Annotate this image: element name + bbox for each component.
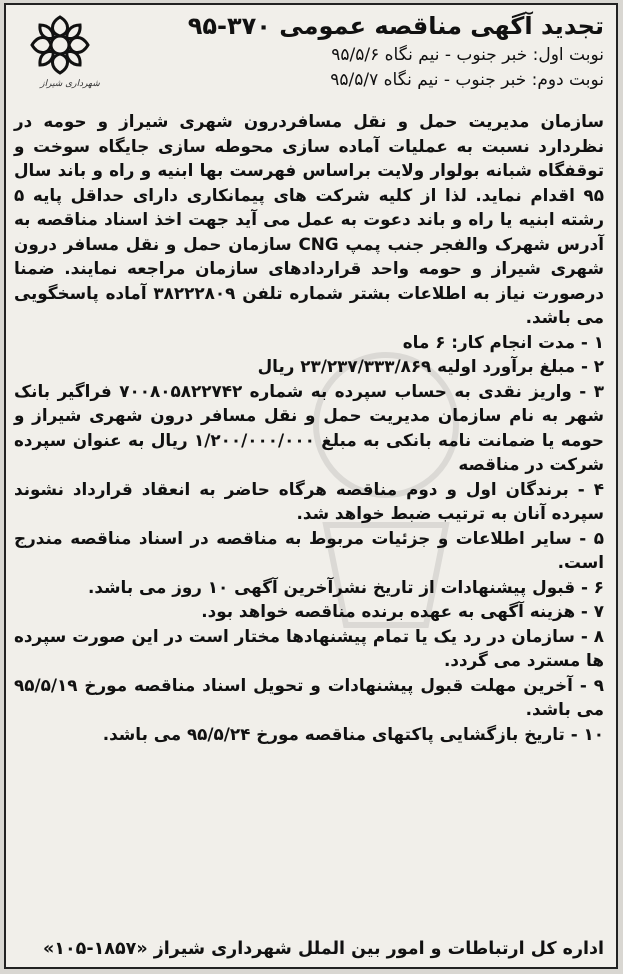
condition-item: ۷ - هزینه آگهی به عهده برنده مناقصه خواهد بود. — [201, 601, 604, 621]
notice-body — [14, 109, 604, 746]
first-publication: نوبت اول: خبر جنوب - نیم نگاه ۹۵/۵/۶ — [331, 45, 604, 65]
condition-item: ۴ - برندگان اول و دوم مناقصه هرگاه حاضر به انعقاد قرارداد نشوند سپرده آنان به ترتیب ضبط خواهد شد. — [14, 478, 604, 523]
condition-item: ۵ - سایر اطلاعات و جزئیات مربوط به مناقصه در اسناد مناقصه مندرج است. — [14, 527, 604, 572]
notice-footer — [14, 935, 604, 963]
condition-item: ۱ - مدت انجام کار: ۶ ماه — [402, 331, 604, 352]
condition-item: ۸ - سازمان در رد یک یا تمام پیشنهادها مختار است در این صورت سپرده ها مسترد می گردد. — [14, 625, 604, 670]
condition-item: ۳ - واریز نقدی به حساب سپرده به شماره ۷۰۰۸۰۵۸۲۲۷۴۲ فراگیر بانک شهر به نام سازمان مدیریت حمل و نقل مسافر درون شهری شیراز و حومه یا ضمانت نامه بانکی به مبلغ ۱/۲۰۰/۰۰۰/۰۰۰ ریال به عنوان سپرده شرکت در مناقصه — [14, 380, 604, 474]
condition-item: ۲ - مبلغ برآورد اولیه ۲۳/۲۳۷/۳۳۳/۸۶۹ ریال — [257, 356, 604, 376]
tender-notice — [4, 3, 618, 969]
conditions-list — [14, 330, 604, 747]
condition-item: ۹ - آخرین مهلت قبول پیشنهادات و تحویل اسناد مناقصه مورخ ۹۵/۵/۱۹ می باشد. — [14, 674, 604, 719]
notice-header — [6, 5, 616, 107]
ad-code: «۱۸۵۷-۱۰۵» — [42, 939, 148, 959]
shiraz-municipality-logo — [16, 13, 104, 95]
notice-title: تجدید آگهی مناقصه عمومی ۳۷۰-۹۵ — [187, 12, 604, 40]
intro-paragraph: سازمان مدیریت حمل و نقل مسافردرون شهری شیراز و حومه در نظردارد نسبت به عملیات آماده سازی محوطه سازی جایگاه سوخت و توقفگاه شبانه بولوار ولایت براساس فهرست بها ابنیه و راه و باند سال ۹۵ اقدام نماید. لذا از کلیه شرکت های پیمانکاری دارای حداقل پایه ۵ رشته ابنیه یا راه و باند دعوت به عمل می آید جهت اخذ اسناد مناقصه به آدرس شهرک والفجر جنب پمپ CNG سازمان حمل و نقل مسافر درون شهری شیراز و حومه واحد قراردادهای سازمان مراجعه نمایند. ضمنا درصورت نیاز به اطلاعات بشتر شماره تلفن ۳۸۲۲۲۸۰۹ آماده پاسخگویی می باشد. — [14, 111, 604, 327]
second-publication: نوبت دوم: خبر جنوب - نیم نگاه ۹۵/۵/۷ — [330, 70, 604, 90]
condition-item: ۶ - قبول پیشنهادات از تاریخ نشرآخرین آگهی ۱۰ روز می باشد. — [87, 576, 604, 597]
issuer-name: اداره کل ارتباطات و امور بین الملل شهرداری شیراز — [153, 939, 604, 959]
condition-item: ۱۰ - تاریخ بازگشایی پاکتهای مناقصه مورخ ۹۵/۵/۲۴ می باشد. — [102, 723, 604, 744]
logo-caption: شهرداری شیراز — [40, 79, 100, 89]
